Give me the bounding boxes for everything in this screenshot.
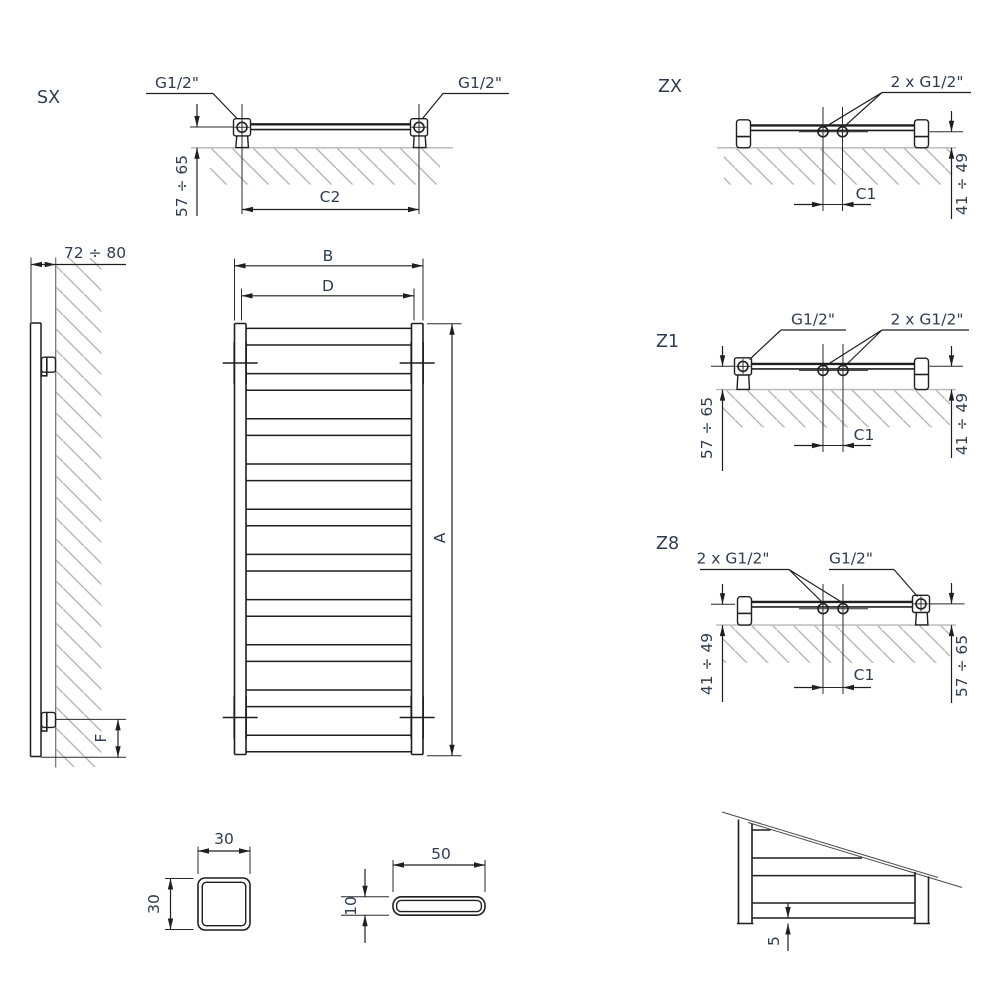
z8-fitting-right-symbol <box>913 595 930 612</box>
side-dim-depth-label: 72 ÷ 80 <box>63 244 127 262</box>
sx-dim-c2-label: C2 <box>319 188 341 206</box>
front-rungs <box>246 328 412 751</box>
z1-dim-c1 <box>794 426 874 448</box>
front-mount-top-right-symbol <box>400 342 435 384</box>
zx-wall-hatch <box>724 149 951 185</box>
z8-dim-c1-label: C1 <box>853 666 875 684</box>
z1-dim-wall-axis-left <box>698 346 725 471</box>
flat-tube-outer <box>393 897 485 915</box>
section-flat-tube <box>341 845 485 943</box>
side-bracket-bottom <box>42 712 56 731</box>
z1-leader-left <box>750 330 847 360</box>
flat-tube-dim-height <box>341 869 389 943</box>
z1-fitting-left-symbol <box>735 358 752 375</box>
z8-dim-wall-axis-left <box>698 584 725 702</box>
front-dim-a-label: A <box>431 532 449 544</box>
z8-bracket-foot-right <box>916 612 928 625</box>
z8-wall-hatch <box>723 626 950 663</box>
z1-connection-left-label: G1/2" <box>790 310 836 329</box>
z1-leader-center <box>826 330 969 366</box>
square-tube-outer <box>198 878 250 930</box>
front-dim-d-label: D <box>322 277 334 295</box>
view-sx <box>37 74 509 217</box>
front-dim-a <box>427 324 462 756</box>
z8-dim-wall-axis-left-label: 41 ÷ 49 <box>698 632 716 696</box>
sx-connection-left-label: G1/2" <box>154 74 200 92</box>
view-front <box>223 247 462 756</box>
view-label-sx: SX <box>37 88 61 108</box>
z8-dim-wall-axis-right-label: 57 ÷ 65 <box>953 634 971 698</box>
square-tube-inner <box>202 882 245 925</box>
zx-connection-label: 2 x G1/2" <box>890 73 964 91</box>
z1-dim-wall-axis-left-label: 57 ÷ 65 <box>698 396 716 460</box>
flat-tube-dim-width <box>393 845 485 892</box>
z1-connection-center-label: 2 x G1/2" <box>890 310 964 329</box>
square-tube-dim-height <box>145 879 194 930</box>
sx-leader-left <box>146 94 237 119</box>
sx-dim-c2 <box>242 188 419 212</box>
side-panel-outline <box>31 323 42 757</box>
zx-dim-c1 <box>794 185 876 207</box>
z1-dim-wall-axis-right <box>949 346 971 458</box>
z1-bracket-right <box>915 358 929 389</box>
detail-collectors <box>737 820 930 924</box>
detail-dim-offset <box>765 904 791 952</box>
z1-dim-wall-axis-right-label: 41 ÷ 49 <box>953 392 971 456</box>
view-z8 <box>656 534 971 703</box>
square-tube-dim-width <box>198 830 250 874</box>
z8-connection-center-label: 2 x G1/2" <box>696 549 770 568</box>
flat-tube-dim-width-label: 50 <box>431 845 451 863</box>
view-label-z1: Z1 <box>656 332 680 352</box>
side-wall-hatch <box>56 258 101 767</box>
zx-dim-c1-label: C1 <box>855 185 877 203</box>
front-mount-top-left-symbol <box>223 342 258 384</box>
front-mount-bottom-left-symbol <box>223 697 258 739</box>
side-dim-f-label: F <box>92 733 110 743</box>
view-z1 <box>656 311 971 472</box>
front-dim-b-label: B <box>322 247 334 265</box>
z8-bracket-left <box>738 597 752 625</box>
z8-dim-c1 <box>794 666 874 690</box>
zx-brackets <box>737 120 929 148</box>
z8-leader-right <box>829 570 918 597</box>
z8-connection-right-label: G1/2" <box>828 549 874 568</box>
zx-dim-wall-axis-label: 41 ÷ 49 <box>953 152 971 216</box>
sx-connection-right-label: G1/2" <box>457 74 503 92</box>
front-dim-d <box>242 277 415 321</box>
flat-tube-dim-height-label: 10 <box>342 896 360 916</box>
z1-dim-c1-label: C1 <box>853 426 875 444</box>
front-mount-bottom-right-symbol <box>400 697 435 739</box>
detail-dim-offset-label: 5 <box>765 936 783 946</box>
view-label-z8: Z8 <box>656 534 680 554</box>
square-tube-dim-width-label: 30 <box>214 830 234 848</box>
view-label-zx: ZX <box>658 77 682 97</box>
square-tube-dim-height-label: 30 <box>145 894 163 914</box>
section-square-tube <box>145 830 250 930</box>
view-side <box>31 244 127 768</box>
sx-bracket-feet <box>236 136 426 148</box>
sx-dim-wall-axis <box>173 104 200 217</box>
z8-dim-wall-axis-right <box>949 583 971 703</box>
sx-dim-wall-axis-label: 57 ÷ 65 <box>173 154 191 218</box>
detail-rungs <box>752 830 915 918</box>
view-zx <box>658 73 971 219</box>
side-bracket-top <box>42 357 56 376</box>
view-detail-bottom-corner <box>722 812 962 951</box>
z1-bracket-foot-left <box>737 375 750 390</box>
zx-dim-wall-axis <box>949 111 971 219</box>
sx-wall-hatch <box>210 149 440 185</box>
sx-fitting-right-symbol <box>411 119 428 136</box>
flat-tube-inner <box>397 900 482 911</box>
z1-wall-hatch <box>723 390 950 427</box>
sx-fitting-left-symbol <box>234 119 251 136</box>
sx-leader-right <box>423 94 510 119</box>
